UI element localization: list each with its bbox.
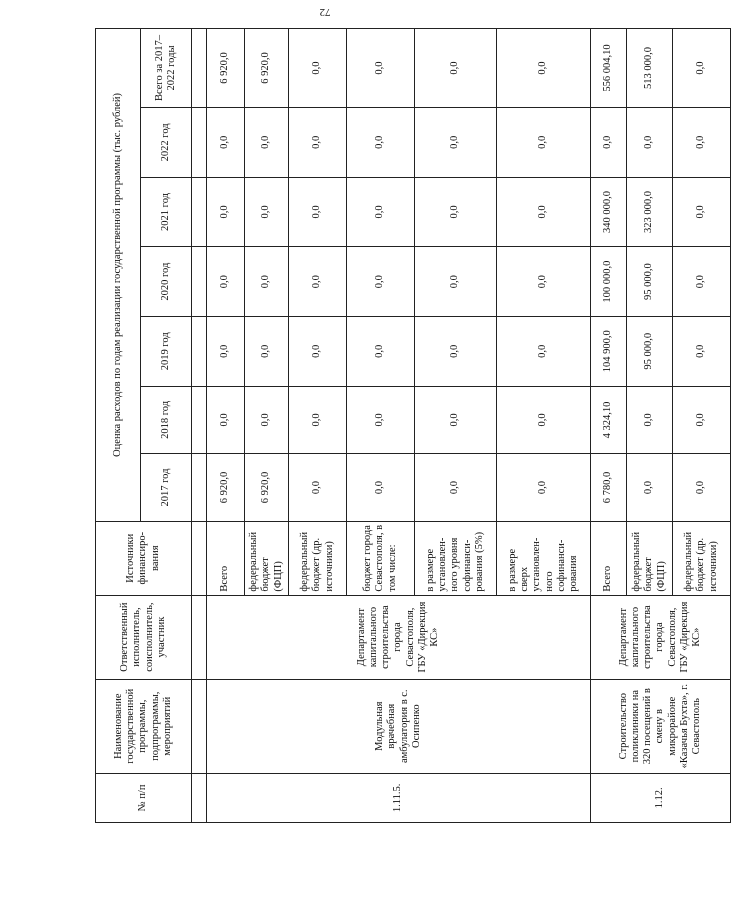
- total-cell: 6 920,0: [207, 29, 245, 108]
- value-cell: 0,0: [207, 247, 245, 317]
- index-cell: [192, 521, 207, 595]
- value-cell: 0,0: [415, 108, 497, 178]
- value-cell: 0,0: [289, 247, 347, 317]
- source-cell: федеральный бюджет (др. источники): [289, 521, 347, 595]
- value-cell: 6 920,0: [207, 454, 245, 522]
- value-cell: 0,0: [347, 247, 415, 317]
- header-total: Всего за 2017–2022 годы: [141, 29, 192, 108]
- value-cell: 95 000,0: [627, 247, 673, 317]
- measure-name: Модульная врачебная амбулатория в с. Осипенко: [207, 679, 591, 773]
- row-number: 1.12.: [591, 773, 731, 822]
- value-cell: 0,0: [289, 108, 347, 178]
- value-cell: 0,0: [627, 386, 673, 454]
- index-cell: [192, 316, 207, 386]
- value-cell: 0,0: [289, 454, 347, 522]
- value-cell: 95 000,0: [627, 316, 673, 386]
- header-year: 2021 год: [141, 177, 192, 247]
- value-cell: 0,0: [207, 108, 245, 178]
- total-cell: 513 000,0: [627, 29, 673, 108]
- value-cell: 0,0: [245, 177, 289, 247]
- value-cell: 0,0: [673, 177, 731, 247]
- value-cell: 104 900,0: [591, 316, 627, 386]
- executor: Департамент капитального строительства города Севастополя, ГБУ «Дирекция КС»: [207, 595, 591, 679]
- value-cell: 0,0: [245, 247, 289, 317]
- value-cell: 0,0: [673, 108, 731, 178]
- value-cell: 0,0: [289, 177, 347, 247]
- value-cell: 0,0: [245, 316, 289, 386]
- value-cell: 340 000,0: [591, 177, 627, 247]
- header-year: 2019 год: [141, 316, 192, 386]
- value-cell: 0,0: [497, 108, 591, 178]
- value-cell: 0,0: [673, 454, 731, 522]
- total-cell: 0,0: [673, 29, 731, 108]
- index-cell: [192, 177, 207, 247]
- header-exec: Ответственный исполнитель, соисполнитель, участник: [96, 595, 192, 679]
- value-cell: 0,0: [289, 316, 347, 386]
- value-cell: 0,0: [673, 316, 731, 386]
- value-cell: 0,0: [627, 454, 673, 522]
- total-cell: 0,0: [415, 29, 497, 108]
- index-cell: [192, 29, 207, 108]
- value-cell: 0,0: [591, 108, 627, 178]
- source-cell: Всего: [591, 521, 627, 595]
- value-cell: 0,0: [207, 177, 245, 247]
- value-cell: 0,0: [415, 454, 497, 522]
- page-number: 72: [319, 6, 331, 18]
- index-cell: [192, 679, 207, 773]
- value-cell: 0,0: [245, 386, 289, 454]
- header-num: № п/п: [96, 773, 192, 822]
- index-cell: [192, 595, 207, 679]
- header-source: Источники финансиро-вания: [96, 521, 192, 595]
- measure-name: Строительство поликлиники на 320 посещений в смену в микрорайоне «Казачья Бухта», г. Севастополь: [591, 679, 731, 773]
- total-cell: 556 004,10: [591, 29, 627, 108]
- value-cell: 0,0: [347, 316, 415, 386]
- value-cell: 0,0: [415, 177, 497, 247]
- source-cell: федеральный бюджет (ФЦП): [245, 521, 289, 595]
- value-cell: 0,0: [415, 386, 497, 454]
- total-cell: 6 920,0: [245, 29, 289, 108]
- total-cell: 0,0: [497, 29, 591, 108]
- header-year: 2017 год: [141, 454, 192, 522]
- source-cell: бюджет города Севастополя, в том числе:: [347, 521, 415, 595]
- value-cell: 0,0: [627, 108, 673, 178]
- index-cell: [192, 108, 207, 178]
- source-cell: в размере установлен-ного уровня софинанси-рования (5%): [415, 521, 497, 595]
- index-cell: [192, 773, 207, 822]
- header-year: 2018 год: [141, 386, 192, 454]
- table-row: [591, 29, 627, 823]
- financing-table: [95, 28, 731, 823]
- value-cell: 323 000,0: [627, 177, 673, 247]
- executor: Департамент капитального строительства города Севастополя, ГБУ «Дирекция КС»: [591, 595, 731, 679]
- value-cell: 0,0: [415, 247, 497, 317]
- value-cell: 0,0: [347, 177, 415, 247]
- value-cell: 0,0: [497, 316, 591, 386]
- value-cell: 0,0: [207, 316, 245, 386]
- header-year: 2022 год: [141, 108, 192, 178]
- index-cell: [192, 247, 207, 317]
- header-name: Наименование государственной программы, подпрограммы, мероприятий: [96, 679, 192, 773]
- value-cell: 0,0: [415, 316, 497, 386]
- source-cell: в размере сверх установлен-ного софинанси-рования: [497, 521, 591, 595]
- value-cell: 4 324,10: [591, 386, 627, 454]
- value-cell: 0,0: [347, 108, 415, 178]
- value-cell: 0,0: [497, 177, 591, 247]
- header-estimate: Оценка расходов по годам реализации государственной программы (тыс. рублей): [96, 29, 141, 522]
- value-cell: 6 920,0: [245, 454, 289, 522]
- table-row: [207, 29, 245, 823]
- total-cell: 0,0: [347, 29, 415, 108]
- row-number: 1.11.5.: [207, 773, 591, 822]
- value-cell: 0,0: [497, 247, 591, 317]
- value-cell: 0,0: [245, 108, 289, 178]
- value-cell: 6 780,0: [591, 454, 627, 522]
- source-cell: федеральный бюджет (ФЦП): [627, 521, 673, 595]
- value-cell: 0,0: [497, 386, 591, 454]
- header-year: 2020 год: [141, 247, 192, 317]
- rotated-table-container: [95, 28, 719, 823]
- index-cell: [192, 386, 207, 454]
- value-cell: 0,0: [673, 247, 731, 317]
- source-cell: Всего: [207, 521, 245, 595]
- source-cell: федеральный бюджет (др. источники): [673, 521, 731, 595]
- value-cell: 0,0: [347, 386, 415, 454]
- value-cell: 0,0: [289, 386, 347, 454]
- total-cell: 0,0: [289, 29, 347, 108]
- value-cell: 100 000,0: [591, 247, 627, 317]
- value-cell: 0,0: [497, 454, 591, 522]
- index-cell: [192, 454, 207, 522]
- value-cell: 0,0: [673, 386, 731, 454]
- value-cell: 0,0: [207, 386, 245, 454]
- value-cell: 0,0: [347, 454, 415, 522]
